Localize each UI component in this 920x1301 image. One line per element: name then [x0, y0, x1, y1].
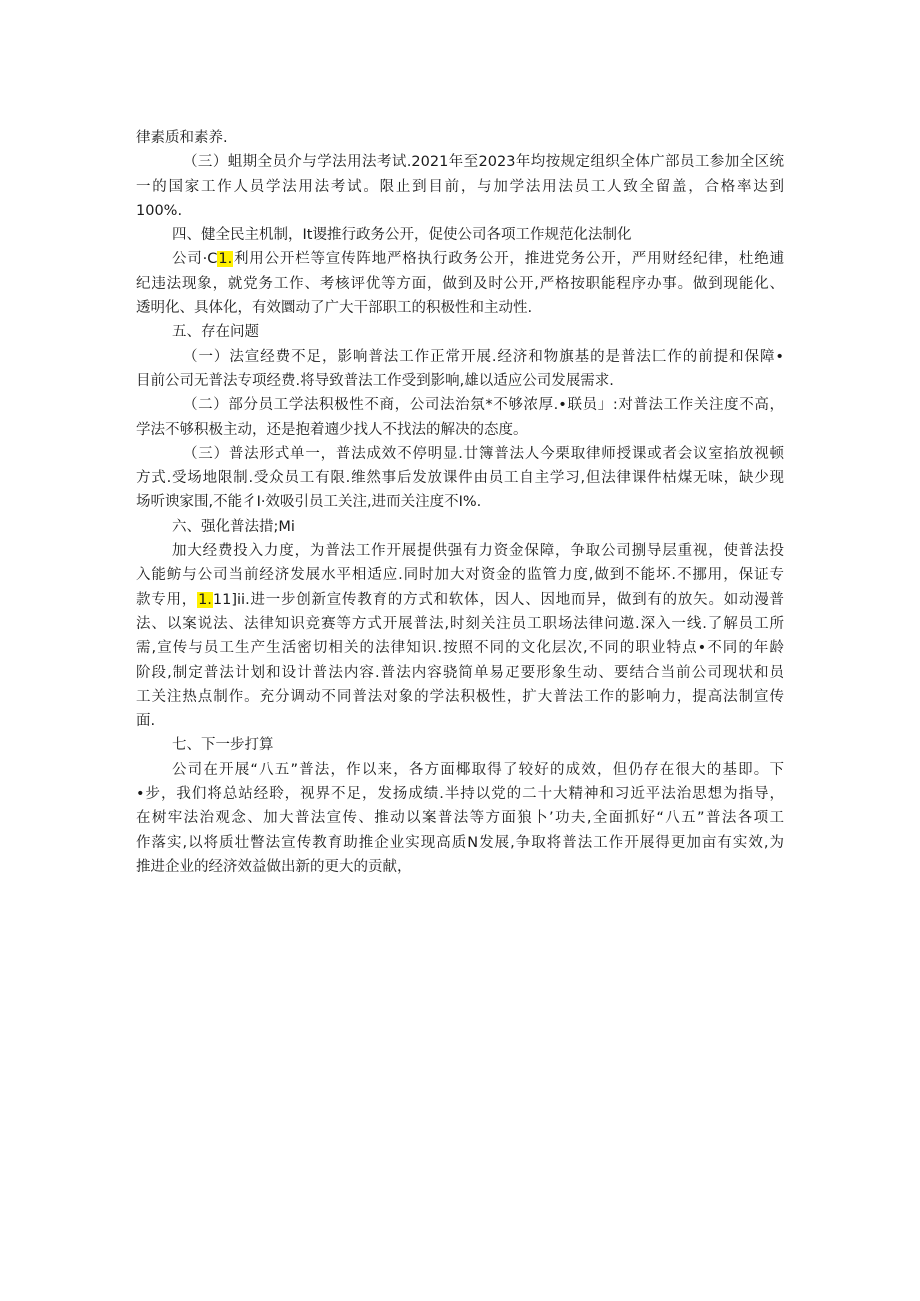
highlighted-text: 1. — [218, 251, 233, 268]
text-line: 法、以案说法、法律知识竞赛等方式开展普法,时刻关注员工职场法律问遨.深入一线.了解员工所 — [136, 615, 784, 632]
paragraph-funding-line-1: （一）法宣经费不足，影响普法工作正常开展.经济和物旗基的是普法匚作的前提和保障• — [183, 348, 784, 365]
text-line: 目前公司无普法专项经费.将导致普法工作受到影响,雄以适应公司发展需求. — [136, 372, 614, 389]
text-line: 入能鲂与公司当前经济发展水平相适应.同时加大对资金的监管力度,做到不能坏.不挪用，保证专 — [136, 567, 784, 584]
text-line: 工关注热点制作。充分调动不同普法对象的学法积极性，扩大普法工作的影响力，提高法制宣传 — [136, 688, 784, 705]
highlighted-text: 1. — [198, 591, 212, 608]
text-line: 纪违法现象，就党务工作、考核评优等方面，做到及时公开,严格按职能程序办事。做到现能化、 — [136, 275, 784, 292]
text-line: 阶段,制定普法计划和设计普法内容.普法内容骁简单易疋要形象生动、要结合当前公司现状和员 — [136, 664, 784, 681]
text-line: 在树牢法治观念、加大普法宣传、推动以案普法等方面狼卜’功夫,全面抓好“八五”普法各项工 — [136, 810, 784, 827]
text-fragment: 利用公开栏等宣传阵地严格执行政务公开，推进党务公开，严用财经纪律，杜绝逋 — [233, 251, 784, 268]
text-line — [136, 588, 784, 612]
text-line: 一的国家工作人员学法用法考试。限止到目前，与加学法用法员工人致全留盖，合格率达到 — [136, 178, 784, 195]
text-line: 方式.受场地限制.受众员工有限.维然事后发放课件由员工自主学习,但法律课件枯煤无味，缺少现 — [136, 470, 784, 487]
text-line: 面. — [136, 713, 156, 730]
section-heading-4: 四、健全民主机制，It谡推行政务公开，促使公司各项工作规范化法制化 — [172, 227, 632, 244]
text-line: 学法不够积极主动，还是抱着遖少找人不找法的解决的态度。 — [136, 421, 528, 438]
text-line: 需,宣传与员工生产生活密切相关的法律知识.按照不同的文化层次,不同的职业特点•不同的年龄 — [136, 640, 784, 657]
text-line: 透明化、具体化，有效圜动了广大干部职工的积极性和主动性. — [136, 300, 533, 317]
paragraph-format-line-1: （三）普法形式单一，普法成效不停明显.廿簿普法人今栗取律师授课或者会议室掐放视顿 — [183, 445, 784, 462]
paragraph-enthusiasm-line-1: （二）部分员工学法积极性不商，公司法治氛*不够浓厚.•联员」:对普法工作关注度不高， — [183, 397, 784, 414]
paragraph-measures-line-1: 加大经费投入力度，为普法工作开展提供强有力资金保障，争取公司捌导层重视，使普法投 — [172, 543, 784, 560]
text-line: 作落实,以将质壮瞥法宣传教育助推企业实现高质N发展,争取将普法工作开展得更加亩有实效,为 — [136, 834, 784, 851]
text-fragment: 款专用， — [136, 591, 198, 608]
text-fragment: 11]ii.进一步创新宣传教育的方式和软体，因人、因地而异，做到有的放矢。如动漫普 — [212, 591, 784, 608]
text-line: 律素质和素养. — [136, 130, 228, 146]
section-heading-5: 五、存在问题 — [172, 324, 259, 341]
text-line: 场听谀家围,不能彳I·效吸引员工关注,进而关注度不I%. — [136, 494, 482, 511]
text-line: •步，我们将总站经聆，视界不足，发扬成绩.半持以党的二十大精神和习近平法治思想为指导， — [136, 786, 784, 803]
text-line: 100%. — [136, 202, 183, 219]
text-fragment: 公司·C — [172, 251, 218, 268]
section-heading-6: 六、强化普法措;Mi — [172, 518, 295, 535]
paragraph-exam-line-1: （三）蛆期全员介与学法用法考试.2021年至2023年均按规定组织全体广部员工参加全区统 — [183, 154, 784, 171]
text-line: 推进企业的经济效益做出新的更大的贡献， — [136, 858, 412, 875]
document-body — [136, 126, 784, 879]
paragraph-next-steps-line-1: 公司在开展“八五”普法，作以来，各方面椰取得了较好的成效，但仍存在很大的基即。下 — [172, 761, 784, 778]
section-heading-7: 七、下一步打算 — [172, 737, 274, 754]
paragraph-disclosure-line-1 — [136, 247, 784, 271]
